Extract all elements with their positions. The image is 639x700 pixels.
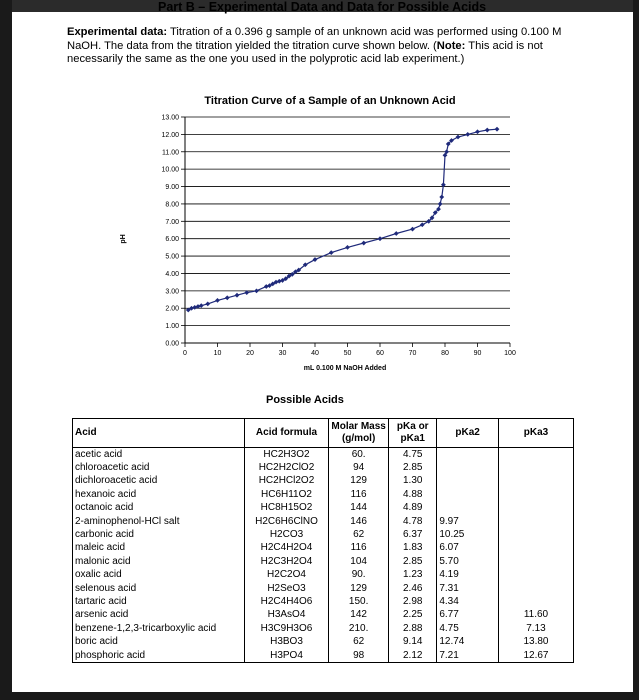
cell-pka3	[498, 555, 573, 568]
cell-acid: phosphoric acid	[73, 649, 245, 663]
table-header-row	[73, 419, 574, 448]
cell-acid: benzene-1,2,3-tricarboxylic acid	[73, 622, 245, 635]
cell-pka3: 12.67	[498, 649, 573, 663]
y-tick-label: 13.00	[161, 114, 179, 122]
x-tick-label: 40	[311, 350, 319, 357]
y-tick-label: 11.00	[162, 149, 179, 157]
chart-title: Titration Curve of a Sample of an Unknown Acid	[204, 95, 456, 107]
cell-formula: H3BO3	[244, 635, 328, 648]
cell-pka3	[498, 502, 573, 515]
cell-acid: arsenic acid	[73, 609, 245, 622]
cell-pka2	[437, 488, 499, 501]
data-point	[215, 298, 220, 303]
cell-formula: H3C9H3O6	[244, 622, 328, 635]
cell-pka3	[498, 515, 573, 528]
cell-formula: HC2H2ClO2	[244, 461, 328, 474]
table-row	[73, 542, 574, 555]
data-point	[254, 288, 259, 293]
cell-pka1: 1.83	[389, 542, 437, 555]
x-tick-label: 20	[246, 350, 254, 357]
table-row	[73, 515, 574, 528]
cell-formula: H2SeO3	[244, 582, 328, 595]
page-title: Part B – Experimental Data and Data for Possible Acids	[158, 0, 487, 14]
cell-formula: H2C4H4O6	[244, 595, 328, 608]
cell-acid: 2-aminophenol-HCl salt	[73, 515, 245, 528]
cell-formula: H2C2O4	[244, 569, 328, 582]
cell-pka1: 2.46	[389, 582, 437, 595]
data-point	[225, 295, 230, 300]
data-point	[205, 301, 210, 306]
note-label: Note:	[436, 39, 466, 52]
cell-pka3	[498, 475, 573, 488]
data-point	[410, 227, 415, 232]
table-row	[73, 528, 574, 541]
table-row	[73, 582, 574, 595]
y-tick-label: 6.00	[165, 236, 179, 244]
table-row	[73, 448, 574, 462]
cell-molar-mass: 60.	[329, 448, 389, 462]
series-line	[188, 129, 497, 310]
cell-pka1: 4.75	[389, 448, 437, 462]
data-point	[235, 293, 240, 298]
y-tick-label: 3.00	[165, 288, 179, 296]
header-pka2: pKa2	[437, 419, 499, 448]
cell-acid: octanoic acid	[73, 502, 245, 515]
cell-pka1: 2.25	[389, 609, 437, 622]
cell-acid: dichloroacetic acid	[73, 475, 245, 488]
cell-pka1: 6.37	[389, 528, 437, 541]
cell-formula: H2C3H2O4	[244, 555, 328, 568]
cell-formula: H2C4H2O4	[244, 542, 328, 555]
cell-molar-mass: 90.	[329, 569, 389, 582]
cell-pka3	[498, 542, 573, 555]
cell-pka2: 4.19	[437, 569, 499, 582]
data-point	[394, 231, 399, 236]
cell-pka1: 2.85	[389, 555, 437, 568]
cell-pka3	[498, 595, 573, 608]
cell-acid: malonic acid	[73, 555, 245, 568]
cell-pka3: 13.80	[498, 635, 573, 648]
cell-pka1: 4.89	[389, 502, 437, 515]
titration-chart	[105, 84, 535, 384]
x-tick-label: 50	[343, 350, 352, 357]
cell-pka3	[498, 448, 573, 462]
cell-acid: chloroacetic acid	[73, 461, 245, 474]
table-row	[73, 461, 574, 474]
data-point	[485, 128, 490, 133]
header-pka1: pKa or pKa1	[389, 419, 437, 448]
cell-pka1: 9.14	[389, 635, 437, 648]
cell-acid: oxalic acid	[73, 569, 245, 582]
x-tick-label: 0	[183, 350, 187, 357]
cell-pka2: 4.75	[437, 622, 499, 635]
y-tick-label: 5.00	[165, 253, 179, 261]
data-point	[438, 202, 443, 207]
cell-pka2: 4.34	[437, 595, 499, 608]
cell-pka2	[437, 448, 499, 462]
cell-molar-mass: 62	[329, 528, 389, 541]
header-formula: Acid formula	[244, 419, 328, 448]
table-row	[73, 555, 574, 568]
cell-pka2: 5.70	[437, 555, 499, 568]
cell-pka1: 2.12	[389, 649, 437, 663]
table-row	[73, 475, 574, 488]
cell-pka3	[498, 582, 573, 595]
data-point	[329, 250, 334, 255]
cell-molar-mass: 62	[329, 635, 389, 648]
cell-formula: HC6H11O2	[244, 488, 328, 501]
y-tick-label: 12.00	[161, 131, 179, 139]
y-tick-label: 10.00	[161, 166, 179, 174]
table-row	[73, 595, 574, 608]
cell-pka3	[498, 569, 573, 582]
header-acid: Acid	[73, 419, 245, 448]
cell-pka2	[437, 461, 499, 474]
cell-pka1: 4.88	[389, 488, 437, 501]
cell-pka1: 2.88	[389, 622, 437, 635]
cell-formula: H3PO4	[244, 649, 328, 663]
cell-formula: H2C6H6ClNO	[244, 515, 328, 528]
cell-molar-mass: 150.	[329, 595, 389, 608]
data-point	[495, 127, 500, 132]
possible-acids-title: Possible Acids	[266, 394, 344, 406]
cell-acid: maleic acid	[73, 542, 245, 555]
data-point	[313, 257, 318, 262]
cell-pka3	[498, 528, 573, 541]
cell-pka1: 4.78	[389, 515, 437, 528]
data-point	[420, 222, 425, 227]
cell-pka1: 1.30	[389, 475, 437, 488]
table-row	[73, 609, 574, 622]
intro-lead: Experimental data:	[67, 26, 168, 38]
y-tick-label: 4.00	[165, 270, 179, 278]
table-row	[73, 622, 574, 635]
table-row	[73, 488, 574, 501]
cell-acid: acetic acid	[73, 448, 245, 462]
cell-formula: HC2HCl2O2	[244, 475, 328, 488]
x-axis-label: mL 0.100 M NaOH Added	[303, 365, 387, 372]
cell-molar-mass: 142	[329, 609, 389, 622]
note-text: This acid is not necessarily the same as the one you used in the polyprotic acid lab experiment.)	[67, 39, 543, 65]
cell-pka2: 6.07	[437, 542, 499, 555]
cell-molar-mass: 98	[329, 649, 389, 663]
cell-pka2	[437, 502, 499, 515]
data-point	[456, 135, 461, 140]
cell-molar-mass: 210.	[329, 622, 389, 635]
cell-pka3	[498, 461, 573, 474]
cell-pka2: 10.25	[437, 528, 499, 541]
intro-text: Titration of a 0.396 g sample of an unknown acid was performed using 0.100 M NaOH. The data from the titration yielded the titration curve shown below. (	[67, 26, 562, 52]
table-row	[73, 569, 574, 582]
bottom-border	[0, 692, 639, 700]
cell-acid: boric acid	[73, 635, 245, 648]
cell-pka2: 9.97	[437, 515, 499, 528]
y-tick-label: 8.00	[165, 201, 179, 209]
y-tick-label: 1.00	[165, 323, 179, 331]
cell-acid: carbonic acid	[73, 528, 245, 541]
y-tick-label: 9.00	[165, 184, 179, 192]
data-point	[378, 236, 383, 241]
intro-paragraph	[67, 26, 577, 67]
cell-molar-mass: 129	[329, 582, 389, 595]
x-tick-label: 30	[278, 350, 287, 357]
table-row	[73, 502, 574, 515]
cell-pka2: 7.21	[437, 649, 499, 663]
x-tick-label: 70	[408, 350, 417, 357]
cell-pka3: 11.60	[498, 609, 573, 622]
cell-pka1: 2.98	[389, 595, 437, 608]
data-point	[345, 245, 350, 250]
cell-molar-mass: 129	[329, 475, 389, 488]
y-tick-label: 2.00	[165, 305, 179, 313]
x-tick-label: 90	[473, 350, 482, 357]
cell-formula: HC2H3O2	[244, 448, 328, 462]
cell-formula: H2CO3	[244, 528, 328, 541]
cell-acid: selenous acid	[73, 582, 245, 595]
cell-pka1: 1.23	[389, 569, 437, 582]
cell-molar-mass: 104	[329, 555, 389, 568]
possible-acids-table	[72, 418, 574, 663]
cell-pka1: 2.85	[389, 461, 437, 474]
cell-molar-mass: 144	[329, 502, 389, 515]
y-tick-label: 0.00	[165, 340, 179, 348]
y-axis-label: pH	[120, 234, 127, 244]
cell-molar-mass: 116	[329, 488, 389, 501]
cell-formula: H3AsO4	[244, 609, 328, 622]
cell-pka3	[498, 488, 573, 501]
cell-pka2	[437, 475, 499, 488]
left-border	[0, 0, 12, 700]
right-border	[633, 0, 639, 700]
x-tick-label: 60	[376, 350, 384, 357]
cell-molar-mass: 116	[329, 542, 389, 555]
cell-pka2: 6.77	[437, 609, 499, 622]
cell-formula: HC8H15O2	[244, 502, 328, 515]
cell-pka3: 7.13	[498, 622, 573, 635]
table-row	[73, 635, 574, 648]
data-point	[475, 129, 480, 134]
table-row	[73, 649, 574, 663]
data-point	[361, 241, 366, 246]
data-point	[465, 132, 470, 137]
data-point	[439, 195, 444, 200]
x-tick-label: 10	[213, 350, 222, 357]
cell-molar-mass: 146	[329, 515, 389, 528]
header-pka3: pKa3	[498, 419, 573, 448]
x-tick-label: 80	[441, 350, 449, 357]
header-molar-mass: Molar Mass (g/mol)	[329, 419, 389, 448]
y-tick-label: 7.00	[165, 218, 179, 226]
cell-pka2: 12.74	[437, 635, 499, 648]
cell-acid: hexanoic acid	[73, 488, 245, 501]
cell-molar-mass: 94	[329, 461, 389, 474]
cell-pka2: 7.31	[437, 582, 499, 595]
cell-acid: tartaric acid	[73, 595, 245, 608]
x-tick-label: 100	[504, 350, 516, 357]
